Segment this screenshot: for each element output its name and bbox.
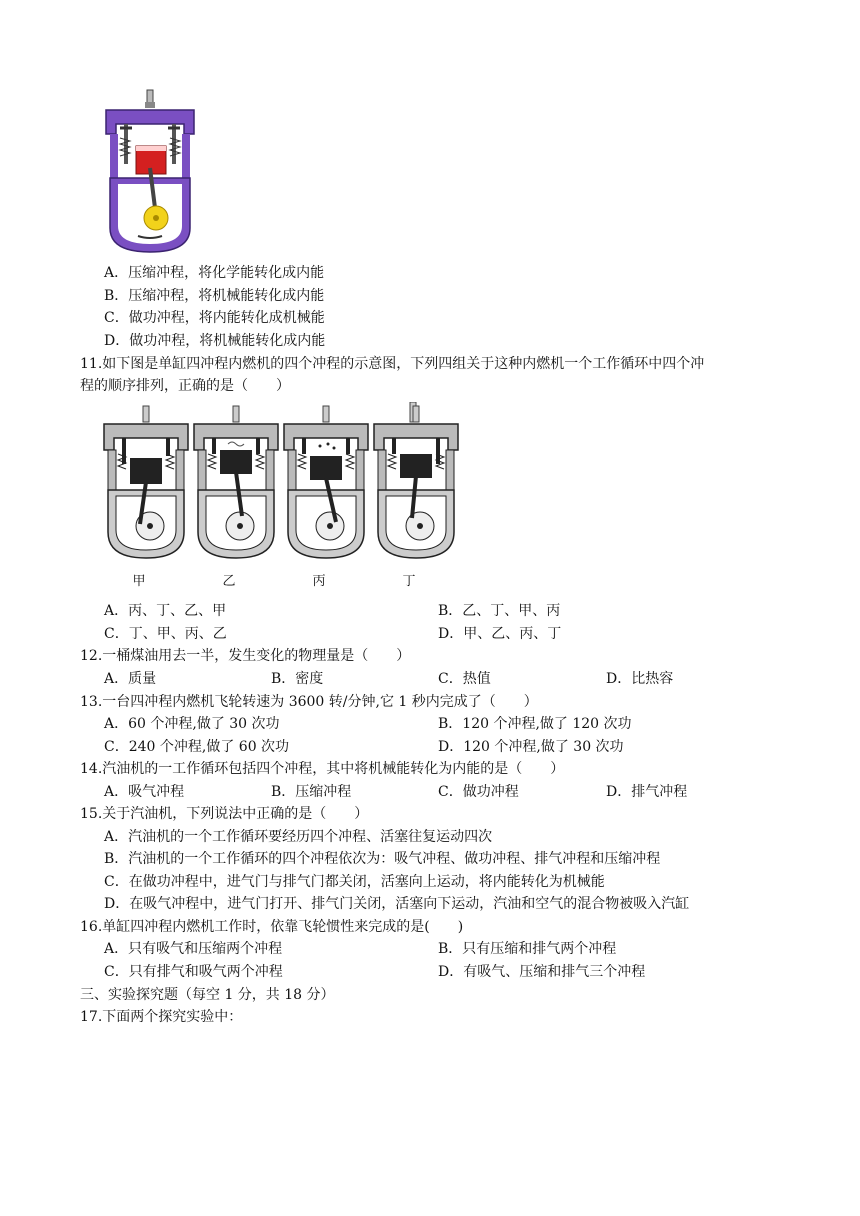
engine-jia [104,406,188,558]
q10-option-b: B．压缩冲程，将机械能转化成内能 [104,288,325,304]
q14-option-a: A．吸气冲程 [104,784,185,800]
q14-option-b: B．压缩冲程 [271,784,352,800]
q11-option-a: A．丙、丁、乙、甲 [104,603,227,619]
q13-option-b: B．120 个冲程,做了 120 次功 [438,716,632,732]
q16-stem: 16.单缸四冲程内燃机工作时，依靠飞轮惯性来完成的是( ) [80,919,464,935]
q12-stem: 12.一桶煤油用去一半，发生变化的物理量是（ ） [80,648,411,664]
q13-option-a: A．60 个冲程,做了 30 次功 [104,716,280,732]
q14-option-c: C．做功冲程 [438,784,519,800]
q11-option-c: C．丁、甲、丙、乙 [104,626,227,642]
q11-option-b: B．乙、丁、甲、丙 [438,603,561,619]
engine-figure-q10 [100,88,200,256]
q12-option-d: D．比热容 [606,671,674,687]
q15-option-b: B．汽油机的一个工作循环的四个冲程依次为：吸气冲程、做功冲程、排气冲程和压缩冲程 [104,851,661,867]
q13-option-c: C．240 个冲程,做了 60 次功 [104,739,290,755]
engine-yi [194,406,278,558]
q16-option-b: B．只有压缩和排气两个冲程 [438,941,617,957]
q12-option-c: C．热值 [438,671,491,687]
q11-option-d: D．甲、乙、丙、丁 [438,626,562,642]
q14-option-d: D．排气冲程 [606,784,688,800]
q16-option-d: D．有吸气、压缩和排气三个冲程 [438,964,646,980]
engine-bing [284,406,368,558]
q16-option-c: C．只有排气和吸气两个冲程 [104,964,283,980]
engine-label-ding: 丁 [402,574,416,589]
q10-option-c: C．做功冲程，将内能转化成机械能 [104,310,325,326]
engine-ding [374,402,458,558]
q15-option-c: C．在做功冲程中，进气门与排气门都关闭，活塞向上运动，将内能转化为机械能 [104,874,605,890]
q15-stem: 15.关于汽油机，下列说法中正确的是（ ） [80,806,369,822]
q13-option-d: D．120 个冲程,做了 30 次功 [438,739,624,755]
q11-stem-line1: 11.如下图是单缸四冲程内燃机的四个冲程的示意图，下列四组关于这种内燃机一个工作循环中四个冲 [80,356,705,372]
q11-stem-line2: 程的顺序排列，正确的是（ ） [80,378,290,394]
q17-stem: 17.下面两个探究实验中： [80,1009,243,1025]
engine-label-bing: 丙 [312,574,326,589]
engine-diagram-colored [100,88,200,256]
q10-option-d: D．做功冲程，将机械能转化成内能 [104,333,326,349]
q13-stem: 13.一台四冲程内燃机飞轮转速为 3600 转/分钟,它 1 秒内完成了（ ） [80,694,538,710]
engine-strokes-figure [100,402,460,570]
q12-option-b: B．密度 [271,671,324,687]
q14-stem: 14.汽油机的一工作循环包括四个冲程，其中将机械能转化为内能的是（ ） [80,761,565,777]
q15-option-d: D．在吸气冲程中，进气门打开、排气门关闭，活塞向下运动，汽油和空气的混合物被吸入汽缸 [104,896,690,912]
q12-option-a: A．质量 [104,671,157,687]
engine-label-jia: 甲 [132,574,146,589]
q16-option-a: A．只有吸气和压缩两个冲程 [104,941,283,957]
four-stroke-engine-diagrams [100,402,460,570]
q15-option-a: A．汽油机的一个工作循环要经历四个冲程、活塞往复运动四次 [104,829,493,845]
q10-option-a: A．压缩冲程，将化学能转化成内能 [104,265,325,281]
section-3-title: 三、实验探究题（每空 1 分，共 18 分） [80,987,335,1003]
engine-label-yi: 乙 [222,574,236,589]
